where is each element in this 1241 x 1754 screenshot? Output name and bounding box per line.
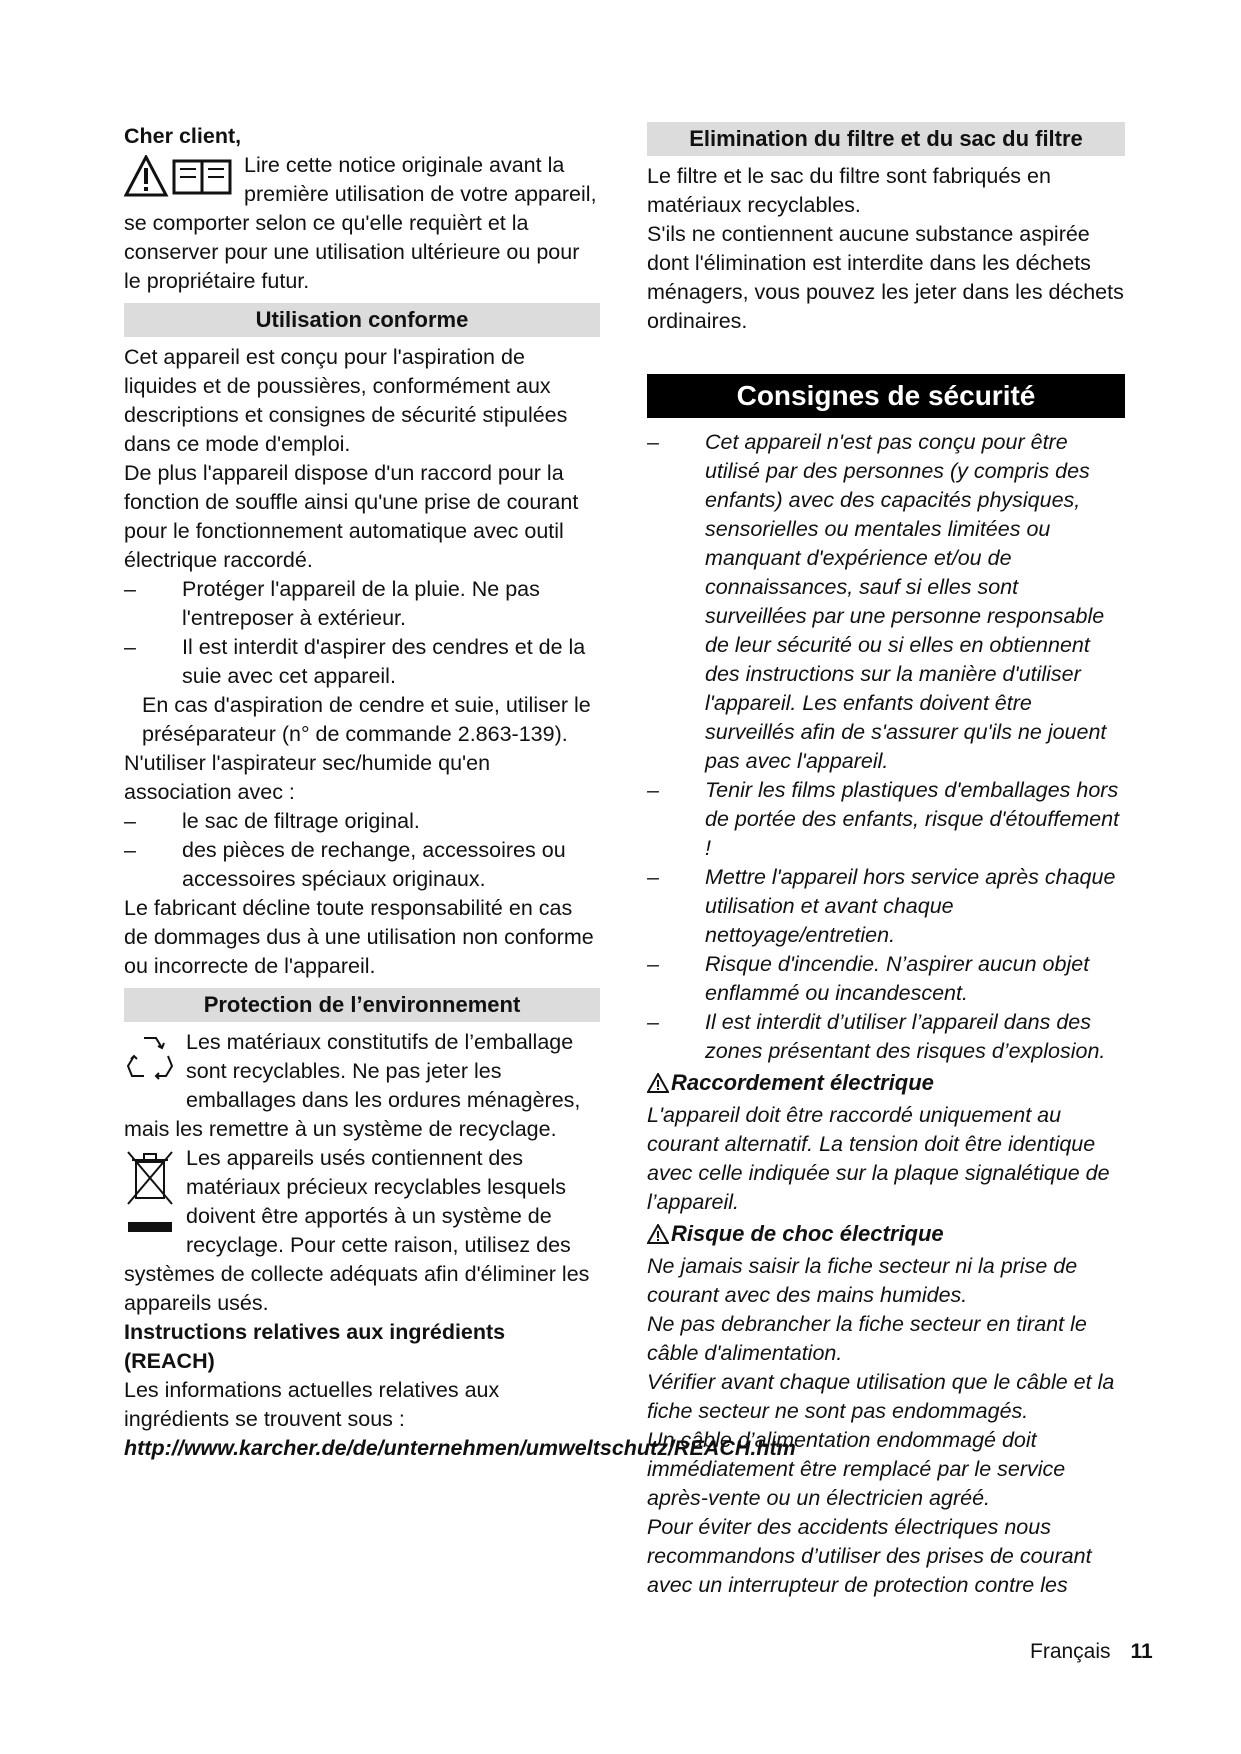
paragraph: Les informations actuelles relatives aux ingrédients se trouvent sous : (124, 1378, 500, 1431)
intro-paragraph: Lire cette notice originale avant la première utilisation de votre appareil, se comporter selon ce qu'elle requièrt et la conserver pour une utilisation ultérieure ou pour le propriétaire futur. (124, 153, 597, 293)
section-title-utilisation: Utilisation conforme (124, 303, 600, 337)
left-column (124, 122, 796, 1463)
warning-manual-icon (124, 155, 234, 207)
page-number: 11 (1130, 1640, 1153, 1663)
list-item: – Il est interdit d’utiliser l’appareil dans des zones présentant des risques d’explosion. (647, 1010, 1106, 1063)
list-item: – Tenir les films plastiques d'emballages hors de portée des enfants, risque d'étouffement ! (647, 778, 1120, 860)
list-item: – Cet appareil n'est pas conçu pour être utilisé par des personnes (y compris des enfants) avec des capacités physiques, sensorielles ou mentales limitées ou manquant d'expérience et/ou de connaissances, sauf si elles sont surveillées par une personne responsable de leur sécurité ou si elles en obtiennent des instructions sur la manière d'utiliser l'appareil. Les enfants doivent être surveillés afin de s'assurer qu'ils ne jouent pas avec l'appareil. (647, 430, 1107, 773)
greeting: Cher client, (124, 124, 242, 148)
paragraph: Pour éviter des accidents électriques nous recommandons d’utiliser des prises de courant avec un interrupteur de protection contre les (647, 1515, 1092, 1597)
paragraph: Ne pas debrancher la fiche secteur en tirant le câble d'alimentation. (647, 1312, 1087, 1365)
paragraph: Vérifier avant chaque utilisation que le câble et la fiche secteur ne sont pas endommagés. (647, 1370, 1115, 1423)
list-item: – le sac de filtrage original. (124, 809, 420, 833)
list-item-continuation: En cas d'aspiration de cendre et suie, utiliser le préséparateur (n° de commande 2.863-139). (142, 693, 591, 746)
crossed-bin-icon (124, 1148, 176, 1242)
section-title-environnement: Protection de l’environnement (124, 988, 600, 1022)
paragraph: Cet appareil est conçu pour l'aspiration de liquides et de poussières, conformément aux descriptions et consignes de sécurité stipulées dans ce mode d'emploi. (124, 345, 568, 456)
right-column (647, 122, 1125, 1600)
section-title-securite: Consignes de sécurité (647, 374, 1125, 418)
footer-language: Français (1030, 1640, 1111, 1663)
warning-icon (647, 1222, 669, 1252)
list-item: – Risque d'incendie. N’aspirer aucun objet enflammé ou incandescent. (647, 952, 1090, 1005)
list-item: – Protéger l'appareil de la pluie. Ne pas l'entreposer à extérieur. (124, 577, 540, 630)
subheading-choc: Risque de choc électrique (647, 1219, 1125, 1252)
paragraph: Ne jamais saisir la fiche secteur ni la prise de courant avec des mains humides. (647, 1254, 1078, 1307)
recycle-icon (124, 1032, 176, 1092)
section-title-elimination: Elimination du filtre et du sac du filtre (647, 122, 1125, 156)
warning-icon (647, 1071, 669, 1101)
weee-paragraph: Les appareils usés contiennent des matériaux précieux recyclables lesquels doivent être apportés à un système de recyclage. Pour cette raison, utilisez des systèmes de collecte adéquats afin d'éliminer les appareils usés. (124, 1146, 590, 1315)
paragraph: S'ils ne contiennent aucune substance aspirée dont l'élimination est interdite dans les déchets ménagers, vous pouvez les jeter dans les déchets ordinaires. (647, 222, 1124, 333)
paragraph: N'utiliser l'aspirateur sec/humide qu'en association avec : (124, 751, 491, 804)
list-item: – des pièces de rechange, accessoires ou accessoires spéciaux originaux. (124, 838, 566, 891)
subheading-raccordement: Raccordement électrique (647, 1068, 1125, 1101)
recycling-paragraph: Les matériaux constitutifs de l’emballage sont recyclables. Ne pas jeter les emballages dans les ordures ménagères, mais les remettre à un système de recyclage. (124, 1030, 581, 1141)
paragraph: Le fabricant décline toute responsabilité en cas de dommages dus à une utilisation non conforme ou incorrecte de l'appareil. (124, 896, 594, 978)
page-footer (1030, 1640, 1153, 1664)
reach-title: Instructions relatives aux ingrédients (REACH) (124, 1320, 506, 1373)
paragraph: Le filtre et le sac du filtre sont fabriqués en matériaux recyclables. (647, 164, 1051, 217)
paragraph: De plus l'appareil dispose d'un raccord pour la fonction de souffle ainsi qu'une prise de courant pour le fonctionnement automatique avec outil électrique raccordé. (124, 461, 579, 572)
list-item: – Il est interdit d'aspirer des cendres et de la suie avec cet appareil. (124, 635, 586, 688)
paragraph: Un câble d’alimentation endommagé doit immédiatement être remplacé par le service après-vente ou un électricien agréé. (647, 1428, 1066, 1510)
list-item: – Mettre l'appareil hors service après chaque utilisation et avant chaque nettoyage/entretien. (647, 865, 1116, 947)
paragraph: L'appareil doit être raccordé uniquement au courant alternatif. La tension doit être identique avec celle indiquée sur la plaque signalétique de l’appareil. (647, 1103, 1110, 1214)
reach-link[interactable]: http://www.karcher.de/de/unternehmen/umweltschutz/REACH.htm (124, 1436, 796, 1460)
